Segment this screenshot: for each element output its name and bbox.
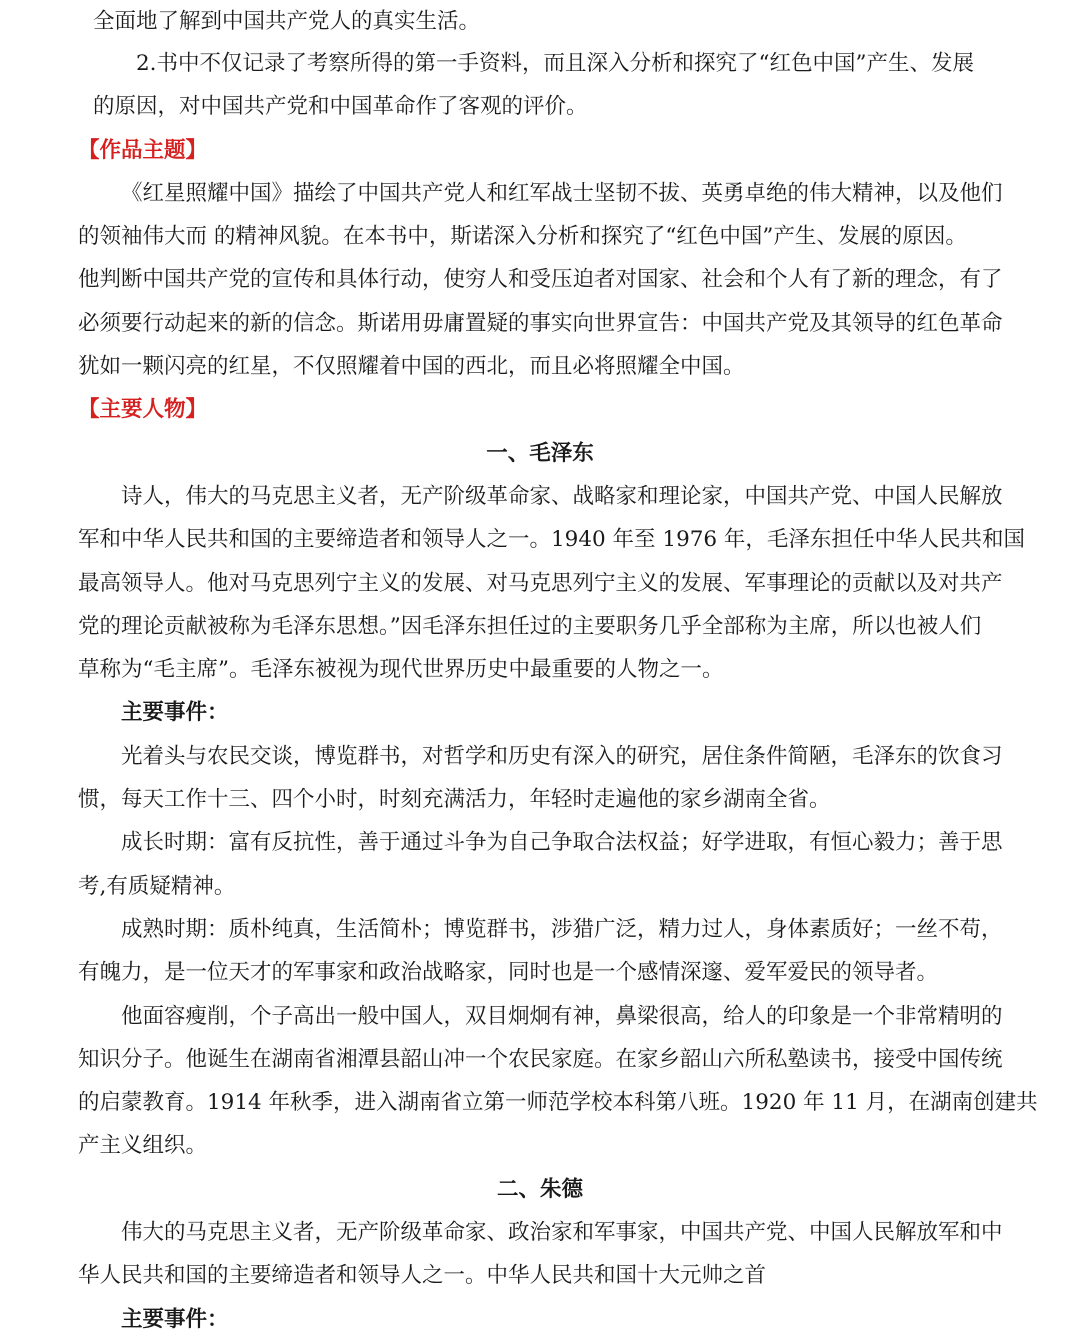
mao-events-label: 主要事件： (121, 700, 229, 726)
mao-events-line: 惯，每天工作十三、四个小时，时刻充满活力，年轻时走遍他的家乡湖南全省。 (78, 787, 831, 813)
theme-line: 犹如一颗闪亮的红星，不仅照耀着中国的西北，而且必将照耀全中国。 (78, 354, 745, 380)
theme-line: 《红星照耀中国》描绘了中国共产党人和红军战士坚韧不拔、英勇卓绝的伟大精神，以及他们 (121, 180, 1003, 206)
theme-line: 必须要行动起来的新的信念。斯诺用毋庸置疑的事实向世界宣告：中国共产党及其领导的红色革命 (78, 310, 1003, 336)
mao-bio-line: 最高领导人。他对马克思列宁主义的发展、对马克思列宁主义的发展、军事理论的贡献以及对共产 (78, 570, 1003, 596)
mao-mature-line: 有魄力，是一位天才的军事家和政治战略家，同时也是一个感情深邃、爱军爱民的领导者。 (78, 960, 939, 986)
mao-bio-line: 诗人，伟大的马克思主义者，无产阶级革命家、战略家和理论家，中国共产党、中国人民解放 (121, 483, 1003, 509)
intro-line-1: 全面地了解到中国共产党人的真实生活。 (93, 9, 481, 34)
zhu-heading: 二、朱德 (496, 1176, 583, 1202)
zhu-bio-line: 伟大的马克思主义者，无产阶级革命家、政治家和军事家，中国共产党、中国人民解放军和中 (121, 1220, 1003, 1246)
theme-line: 他判断中国共产党的宣传和具体行动，使穷人和受压迫者对国家、社会和个人有了新的理念，有了 (78, 267, 1003, 293)
mao-mature-line: 成熟时期：质朴纯真，生活简朴；博览群书，涉猎广泛，精力过人，身体素质好；一丝不苟， (121, 916, 1003, 942)
mao-growth-line: 成长时期：富有反抗性，善于通过斗争为自己争取合法权益；好学进取，有恒心毅力；善于思 (121, 830, 1003, 856)
document-page (78, 0, 1038, 1341)
mao-events-line: 光着头与农民交谈，博览群书，对哲学和历史有深入的研究，居住条件简陋，毛泽东的饮食习 (121, 743, 1003, 769)
zhu-bio-line: 华人民共和国的主要缔造者和领导人之一。中华人民共和国十大元帅之首 (78, 1263, 767, 1289)
mao-appearance-line: 知识分子。他诞生在湖南省湘潭县韶山冲一个农民家庭。在家乡韶山六所私塾读书，接受中国传统 (78, 1046, 1003, 1072)
mao-appearance-line: 的启蒙教育。1914 年秋季，进入湖南省立第一师范学校本科第八班。1920 年 11 月，在湖南创建共 (78, 1090, 1038, 1116)
characters-heading: 【主要人物】 (78, 397, 208, 423)
mao-growth-line: 考,有质疑精神。 (78, 873, 236, 899)
mao-appearance-line: 产主义组织。 (78, 1133, 208, 1159)
point-2-line-1: 2.书中不仅记录了考察所得的第一手资料，而且深入分析和探究了“红色中国”产生、发展 (136, 51, 975, 76)
mao-appearance-line: 他面容瘦削，个子高出一般中国人，双目炯炯有神，鼻梁很高，给人的印象是一个非常精明的 (121, 1003, 1003, 1029)
mao-bio-line: 草称为“毛主席”。毛泽东被视为现代世界历史中最重要的人物之一。 (78, 657, 724, 683)
zhu-events-label: 主要事件： (121, 1306, 229, 1332)
theme-heading: 【作品主题】 (78, 137, 208, 163)
mao-bio-line: 党的理论贡献被称为毛泽东思想。”因毛泽东担任过的主要职务几乎全部称为主席，所以也被人们 (78, 613, 982, 639)
mao-bio-line: 军和中华人民共和国的主要缔造者和领导人之一。1940 年至 1976 年，毛泽东担任中华人民共和国 (78, 527, 1025, 553)
mao-heading: 一、毛泽东 (486, 440, 594, 466)
theme-line: 的领袖伟大而 的精神风貌。在本书中，斯诺深入分析和探究了“红色中国”产生、发展的原因。 (78, 224, 967, 250)
point-2-line-2: 的原因，对中国共产党和中国革命作了客观的评价。 (93, 94, 588, 120)
